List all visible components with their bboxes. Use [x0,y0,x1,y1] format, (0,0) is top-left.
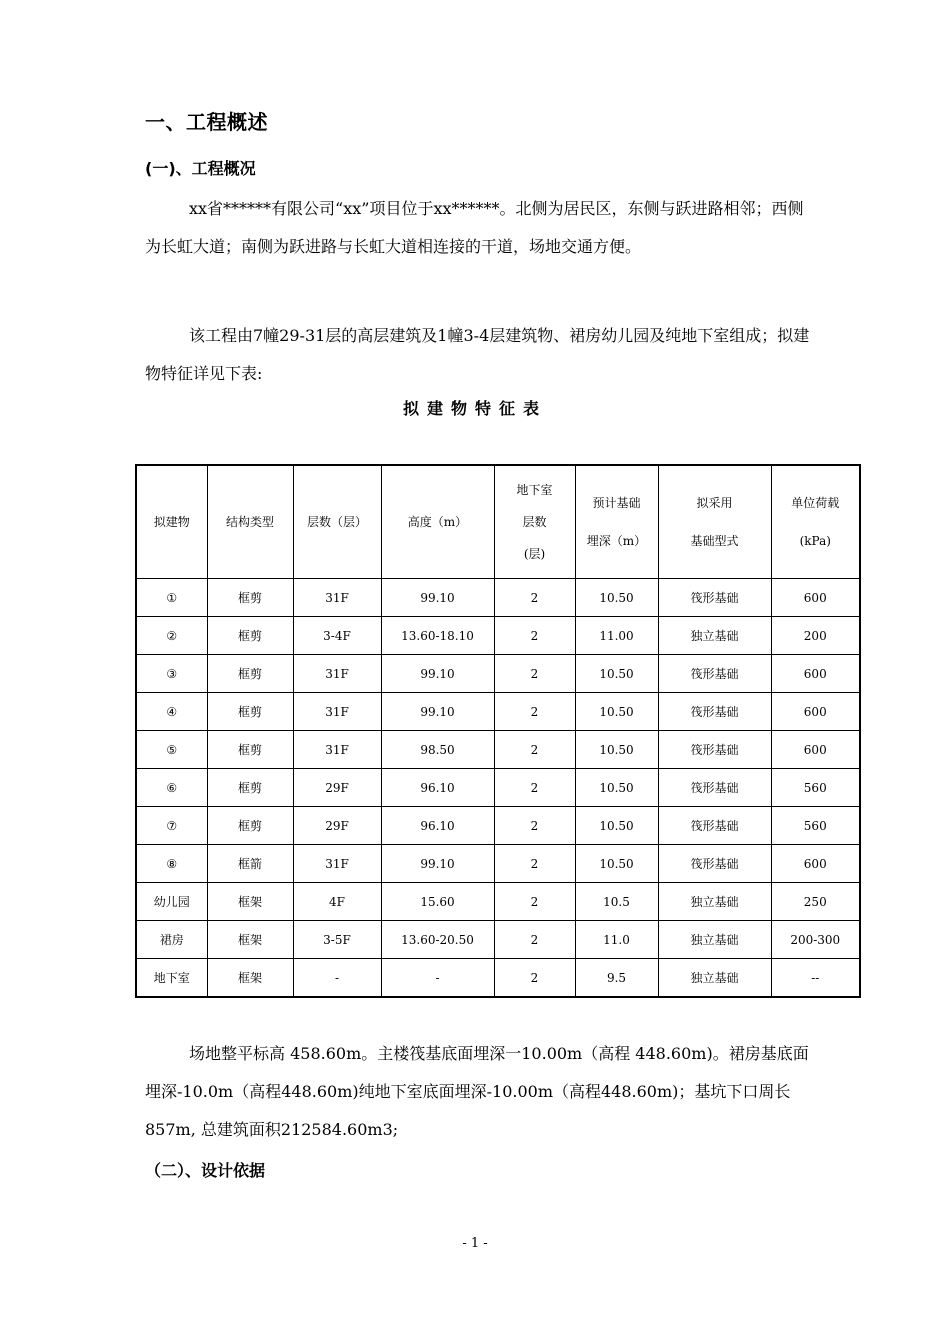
table-cell: 框剪 [207,769,293,807]
table-row [136,845,860,883]
table-cell: 31F [293,845,381,883]
table-cell: 13.60-18.10 [381,617,494,655]
table-cell: 框箭 [207,845,293,883]
table-cell: 筏形基础 [658,731,771,769]
table-cell: 15.60 [381,883,494,921]
table-cell: 筏形基础 [658,693,771,731]
table-cell: -- [771,959,860,998]
section-heading: 一、工程概述 [145,110,268,134]
table-cell: 幼儿园 [136,883,207,921]
table-cell: ⑤ [136,731,207,769]
table-cell: 2 [494,769,575,807]
table-cell: 11.0 [575,921,658,959]
table-cell: 2 [494,807,575,845]
table-cell: 3-4F [293,617,381,655]
table-cell: 29F [293,769,381,807]
table-body [136,579,860,998]
table-cell: 框剪 [207,693,293,731]
table-cell: 独立基础 [658,921,771,959]
subsection-heading-design-basis: （二）、设计依据 [145,1161,266,1180]
table-row [136,883,860,921]
table-row [136,617,860,655]
subsection-heading-overview: (一)、工程概况 [145,159,256,178]
table-cell: 600 [771,845,860,883]
table-cell: ③ [136,655,207,693]
table-cell: 2 [494,579,575,617]
table-cell: 独立基础 [658,617,771,655]
table-cell: 框剪 [207,807,293,845]
table-cell: 200-300 [771,921,860,959]
table-row [136,921,860,959]
table-cell: 560 [771,769,860,807]
table-cell: 99.10 [381,579,494,617]
table-cell: ⑦ [136,807,207,845]
paragraph-composition: 该工程由7幢29-31层的高层建筑及1幢3-4层建筑物、裙房幼儿园及纯地下室组成；拟建物特征详见下表: [145,326,810,383]
table-cell: 11.00 [575,617,658,655]
column-header: 拟建物 [136,465,207,579]
table-row [136,769,860,807]
column-header: 拟采用 基础型式 [658,465,771,579]
table-cell: 600 [771,579,860,617]
table-cell: 10.50 [575,845,658,883]
table-cell: 600 [771,693,860,731]
table-cell: 10.50 [575,655,658,693]
table-cell: 96.10 [381,807,494,845]
table-cell: 13.60-20.50 [381,921,494,959]
table-cell: - [293,959,381,998]
table-cell: 31F [293,731,381,769]
table-cell: 10.50 [575,769,658,807]
table-cell: 200 [771,617,860,655]
table-cell: 筏形基础 [658,769,771,807]
table-cell: 2 [494,693,575,731]
column-header: 层数（层） [293,465,381,579]
table-cell: 独立基础 [658,883,771,921]
table-cell: 10.5 [575,883,658,921]
table-cell: 250 [771,883,860,921]
table-cell: ⑧ [136,845,207,883]
table-cell: 96.10 [381,769,494,807]
table-cell: 框剪 [207,579,293,617]
table-cell: 99.10 [381,693,494,731]
table-cell: 31F [293,693,381,731]
table-cell: 筏形基础 [658,655,771,693]
table-row [136,693,860,731]
table-header [136,465,860,579]
table-cell: 2 [494,883,575,921]
table-cell: 2 [494,845,575,883]
column-header: 预计基础 埋深（m） [575,465,658,579]
table-cell: 2 [494,655,575,693]
table-cell: 99.10 [381,845,494,883]
table-cell: 筏形基础 [658,807,771,845]
building-spec-table [135,464,861,998]
column-header: 单位荷载 (kPa) [771,465,860,579]
table-cell: 10.50 [575,731,658,769]
table-cell: 筏形基础 [658,845,771,883]
table-cell: 框剪 [207,731,293,769]
table-cell: 2 [494,731,575,769]
table-cell: 2 [494,921,575,959]
table-cell: ④ [136,693,207,731]
table-cell: 框剪 [207,655,293,693]
paragraph-site-level: 场地整平标高 458.60m。主楼筏基底面埋深一10.00m（高程 448.60m)。裙房基底面埋深-10.0m（高程448.60m)纯地下室底面埋深-10.00m（高程448.60m)；基坑下口周长857m, 总建筑面积212584.60m3; [145,1044,809,1139]
page-number: - 1 - [462,1236,488,1251]
table-cell: 10.50 [575,693,658,731]
table-cell: 10.50 [575,807,658,845]
paragraph-location: xx省******有限公司“xx”项目位于xx******。北侧为居民区，东侧与跃进路相邻；西侧为长虹大道；南侧为跃进路与长虹大道相连接的干道，场地交通方便。 [145,199,804,256]
table-cell: 地下室 [136,959,207,998]
table-row [136,731,860,769]
table-cell: 10.50 [575,579,658,617]
column-header: 地下室 层数 (层) [494,465,575,579]
column-header: 高度（m） [381,465,494,579]
table-cell: 29F [293,807,381,845]
table-row [136,655,860,693]
table-cell: - [381,959,494,998]
table-cell: 框架 [207,883,293,921]
table-cell: 2 [494,959,575,998]
table-cell: 600 [771,655,860,693]
table-cell: 600 [771,731,860,769]
table-cell: 框架 [207,921,293,959]
table-header-row [136,465,860,579]
table-cell: 2 [494,617,575,655]
table-cell: ① [136,579,207,617]
table-cell: ⑥ [136,769,207,807]
table-cell: 31F [293,655,381,693]
table-cell: 框剪 [207,617,293,655]
table-row [136,579,860,617]
table-title: 拟建物特征表 [402,399,547,418]
table-cell: 4F [293,883,381,921]
table-row [136,807,860,845]
table-cell: 独立基础 [658,959,771,998]
table-cell: 560 [771,807,860,845]
table-cell: 31F [293,579,381,617]
table-cell: 99.10 [381,655,494,693]
table-cell: 筏形基础 [658,579,771,617]
table-cell: 98.50 [381,731,494,769]
column-header: 结构类型 [207,465,293,579]
table-cell: ② [136,617,207,655]
table-row [136,959,860,998]
table-cell: 框架 [207,959,293,998]
table-cell: 9.5 [575,959,658,998]
table-cell: 3-5F [293,921,381,959]
table-cell: 裙房 [136,921,207,959]
